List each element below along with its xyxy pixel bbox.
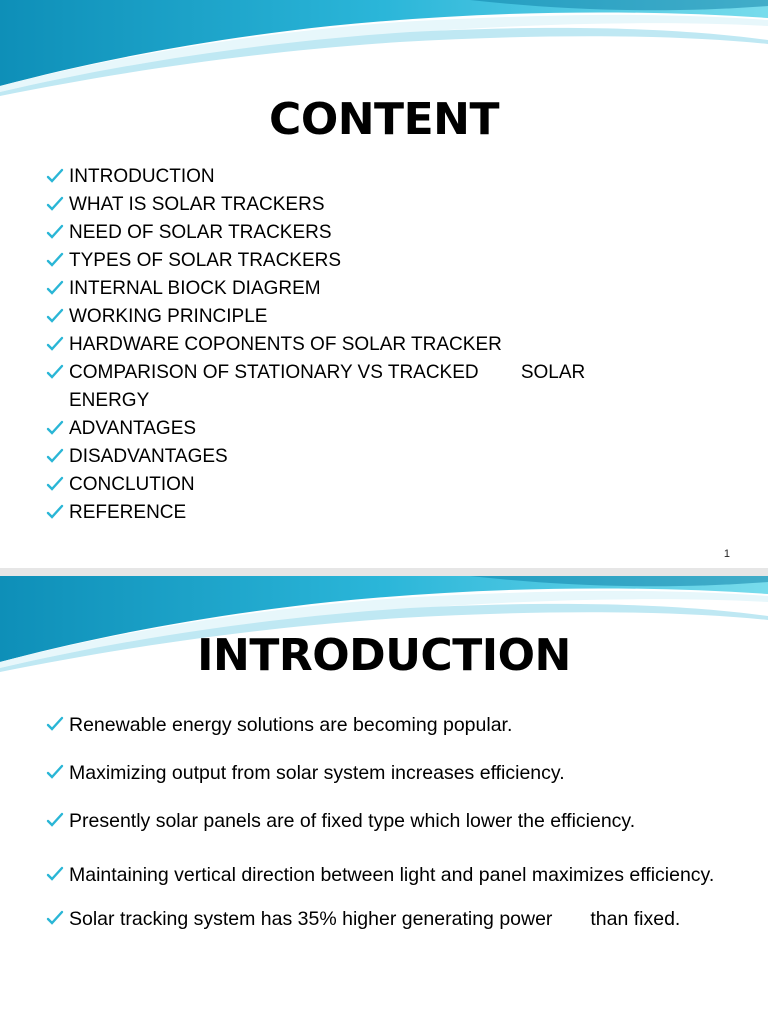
list-item — [46, 359, 591, 415]
slide-separator — [0, 568, 768, 576]
list-item — [46, 806, 726, 836]
checkmark-icon — [46, 420, 64, 436]
list-item — [46, 710, 726, 740]
introduction-list — [46, 710, 726, 952]
list-item — [46, 443, 586, 471]
list-item-text: CONCLUTION — [69, 474, 195, 495]
list-item-text: DISADVANTAGES — [69, 446, 228, 467]
list-item-text: INTERNAL BIOCK DIAGREM — [69, 278, 321, 299]
header-wave-decoration — [0, 0, 768, 100]
list-item — [46, 247, 586, 275]
list-item — [46, 303, 586, 331]
slide-title: CONTENT — [269, 94, 499, 145]
list-item-text: Presently solar panels are of fixed type which lower the efficiency. — [69, 810, 636, 832]
list-item-text: NEED OF SOLAR TRACKERS — [69, 222, 332, 243]
list-item-text: COMPARISON OF STATIONARY VS TRACKED SOLAR ENERGY — [69, 362, 591, 411]
checkmark-icon — [46, 448, 64, 464]
list-item — [46, 904, 726, 934]
list-item — [46, 219, 586, 247]
checkmark-icon — [46, 280, 64, 296]
slide-introduction — [0, 576, 768, 1024]
checkmark-icon — [46, 224, 64, 240]
list-item — [46, 499, 586, 527]
list-item — [46, 854, 726, 896]
checkmark-icon — [46, 504, 64, 520]
list-item — [46, 331, 586, 359]
checkmark-icon — [46, 910, 64, 926]
list-item — [46, 191, 586, 219]
list-item-text: Maximizing output from solar system increases efficiency. — [69, 762, 565, 784]
checkmark-icon — [46, 364, 64, 380]
list-item — [46, 163, 586, 191]
list-item — [46, 758, 726, 788]
checkmark-icon — [46, 252, 64, 268]
list-item-text: Solar tracking system has 35% higher generating power than fixed. — [69, 908, 681, 930]
checkmark-icon — [46, 764, 64, 780]
list-item-text: Renewable energy solutions are becoming popular. — [69, 714, 513, 736]
contents-list — [46, 163, 591, 527]
checkmark-icon — [46, 716, 64, 732]
checkmark-icon — [46, 168, 64, 184]
list-item — [46, 471, 586, 499]
list-item-text: WHAT IS SOLAR TRACKERS — [69, 194, 325, 215]
checkmark-icon — [46, 812, 64, 828]
list-item-text: WORKING PRINCIPLE — [69, 306, 268, 327]
list-item-text: REFERENCE — [69, 502, 187, 523]
checkmark-icon — [46, 866, 64, 882]
checkmark-icon — [46, 196, 64, 212]
list-item-text: INTRODUCTION — [69, 166, 215, 187]
list-item-text: HARDWARE COPONENTS OF SOLAR TRACKER — [69, 334, 502, 355]
list-item — [46, 275, 586, 303]
page-number: 1 — [723, 548, 730, 560]
list-item — [46, 415, 586, 443]
checkmark-icon — [46, 476, 64, 492]
list-item-text: ADVANTAGES — [69, 418, 197, 439]
list-item-text: TYPES OF SOLAR TRACKERS — [69, 250, 342, 271]
slide-title: INTRODUCTION — [197, 630, 571, 681]
checkmark-icon — [46, 308, 64, 324]
checkmark-icon — [46, 336, 64, 352]
list-item-text: Maintaining vertical direction between light and panel maximizes efficiency. — [69, 864, 715, 886]
